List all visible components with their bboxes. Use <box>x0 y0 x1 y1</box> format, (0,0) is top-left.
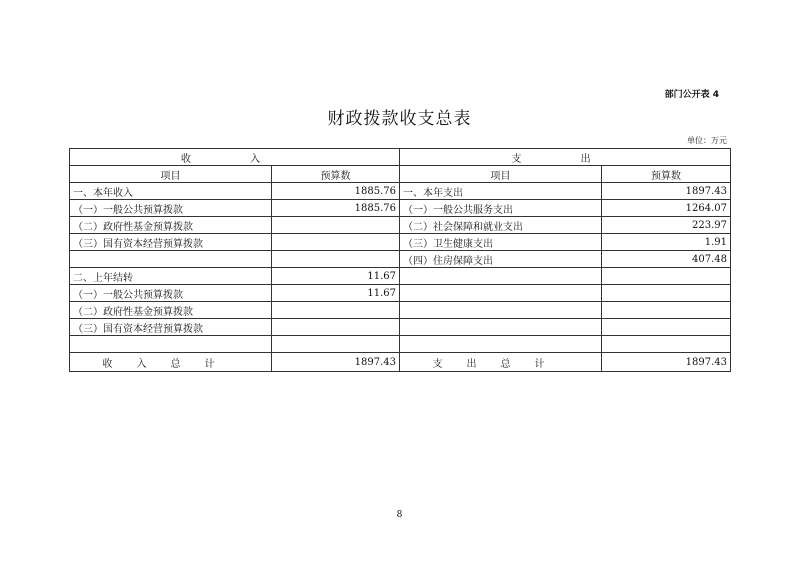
table-row <box>70 302 731 319</box>
income-item-cell: （三）国有资本经营预算拨款 <box>70 319 272 336</box>
income-item-header: 项目 <box>70 166 272 183</box>
expense-amount-cell: 1897.43 <box>602 183 731 200</box>
expense-item-cell <box>400 319 602 336</box>
income-amount-cell: 11.67 <box>272 285 400 302</box>
income-amount-cell: 11.67 <box>272 268 400 285</box>
expense-budget-header: 预算数 <box>602 166 731 183</box>
income-total-label: 收入总计 <box>70 353 272 372</box>
income-amount-cell: 1885.76 <box>272 183 400 200</box>
expense-item-cell: 一、本年支出 <box>400 183 602 200</box>
income-item-cell: （一）一般公共预算拨款 <box>70 285 272 302</box>
expense-item-cell <box>400 302 602 319</box>
expense-item-header: 项目 <box>400 166 602 183</box>
expense-amount-cell: 223.97 <box>602 217 731 234</box>
expense-amount-cell <box>602 285 731 302</box>
income-item-cell: （二）政府性基金预算拨款 <box>70 302 272 319</box>
income-item-cell: （二）政府性基金预算拨款 <box>70 217 272 234</box>
table-row <box>70 336 731 353</box>
expense-amount-cell: 1.91 <box>602 234 731 251</box>
expense-item-cell <box>400 268 602 285</box>
table-row <box>70 217 731 234</box>
expense-amount-cell <box>602 268 731 285</box>
table-row <box>70 285 731 302</box>
expense-amount-cell <box>602 336 731 353</box>
expense-item-cell: （二）社会保障和就业支出 <box>400 217 602 234</box>
expense-item-cell: （三）卫生健康支出 <box>400 234 602 251</box>
income-item-cell: 一、本年收入 <box>70 183 272 200</box>
table-row <box>70 234 731 251</box>
income-amount-cell <box>272 234 400 251</box>
expense-total-label: 支出总计 <box>400 353 602 372</box>
expense-item-cell <box>400 285 602 302</box>
table-row <box>70 251 731 268</box>
income-amount-cell <box>272 319 400 336</box>
table-row <box>70 268 731 285</box>
expense-section-header: 支 出 <box>400 149 731 166</box>
table-body <box>70 149 731 372</box>
total-row <box>70 353 731 372</box>
page-number: 8 <box>396 510 403 520</box>
income-amount-cell <box>272 336 400 353</box>
income-item-cell: （三）国有资本经营预算拨款 <box>70 234 272 251</box>
table-code: 部门公开表 4 <box>664 90 719 100</box>
income-amount-cell <box>272 251 400 268</box>
expense-amount-cell <box>602 302 731 319</box>
table-row <box>70 319 731 336</box>
income-amount-cell <box>272 302 400 319</box>
expense-amount-cell: 1264.07 <box>602 200 731 217</box>
page-title: 财政拨款收支总表 <box>327 109 472 129</box>
table-row <box>70 183 731 200</box>
budget-summary-table <box>69 148 731 372</box>
income-total-amount: 1897.43 <box>272 353 400 372</box>
expense-item-cell: （一）一般公共服务支出 <box>400 200 602 217</box>
table-row <box>70 200 731 217</box>
income-item-cell <box>70 251 272 268</box>
expense-item-cell: （四）住房保障支出 <box>400 251 602 268</box>
income-item-cell: （一）一般公共预算拨款 <box>70 200 272 217</box>
income-amount-cell <box>272 217 400 234</box>
unit-label: 单位：万元 <box>687 136 727 145</box>
income-budget-header: 预算数 <box>272 166 400 183</box>
income-section-header: 收 入 <box>70 149 400 166</box>
income-item-cell <box>70 336 272 353</box>
column-header-row <box>70 166 731 183</box>
expense-amount-cell: 407.48 <box>602 251 731 268</box>
expense-item-cell <box>400 336 602 353</box>
section-header-row <box>70 149 731 166</box>
expense-amount-cell <box>602 319 731 336</box>
income-item-cell: 二、上年结转 <box>70 268 272 285</box>
expense-total-amount: 1897.43 <box>602 353 731 372</box>
income-amount-cell: 1885.76 <box>272 200 400 217</box>
